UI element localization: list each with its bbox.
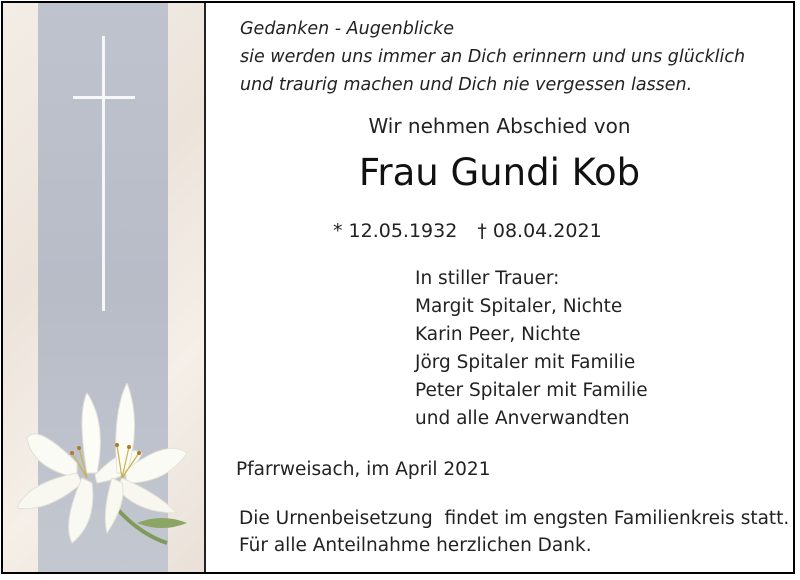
mourner-entry: Peter Spitaler mit Familie	[415, 380, 648, 401]
lily-flower-icon	[17, 383, 197, 548]
cross-icon	[73, 36, 135, 311]
death-date: † 08.04.2021	[477, 220, 602, 242]
poem-line: und traurig machen und Dich nie vergessen lassen.	[240, 75, 693, 95]
mourner-entry: Margit Spitaler, Nichte	[415, 296, 623, 317]
place-and-date: Pfarrweisach, im April 2021	[236, 459, 491, 480]
decorative-side-panel	[3, 3, 206, 572]
poem-line: sie werden uns immer an Dich erinnern und uns glücklich	[240, 47, 746, 67]
notice-text-area	[206, 3, 793, 572]
closing-line: Die Urnenbeisetzung findet im engsten Familienkreis statt.	[239, 508, 790, 529]
mourner-entry: Karin Peer, Nichte	[415, 324, 581, 345]
closing-remarks	[239, 505, 789, 559]
mourners-list	[415, 265, 648, 433]
life-dates	[333, 220, 602, 242]
mourner-entry: und alle Anverwandten	[415, 408, 630, 429]
closing-line: Für alle Anteilnahme herzlichen Dank.	[239, 535, 592, 556]
poem	[240, 15, 745, 99]
deceased-name: Frau Gundi Kob	[358, 151, 641, 194]
birth-date: * 12.05.1932	[333, 220, 458, 242]
mourners-heading: In stiller Trauer:	[415, 268, 560, 289]
farewell-intro: Wir nehmen Abschied von	[368, 114, 631, 138]
obituary-notice	[1, 1, 795, 574]
poem-line: Gedanken - Augenblicke	[240, 19, 455, 39]
mourner-entry: Jörg Spitaler mit Familie	[415, 352, 636, 373]
